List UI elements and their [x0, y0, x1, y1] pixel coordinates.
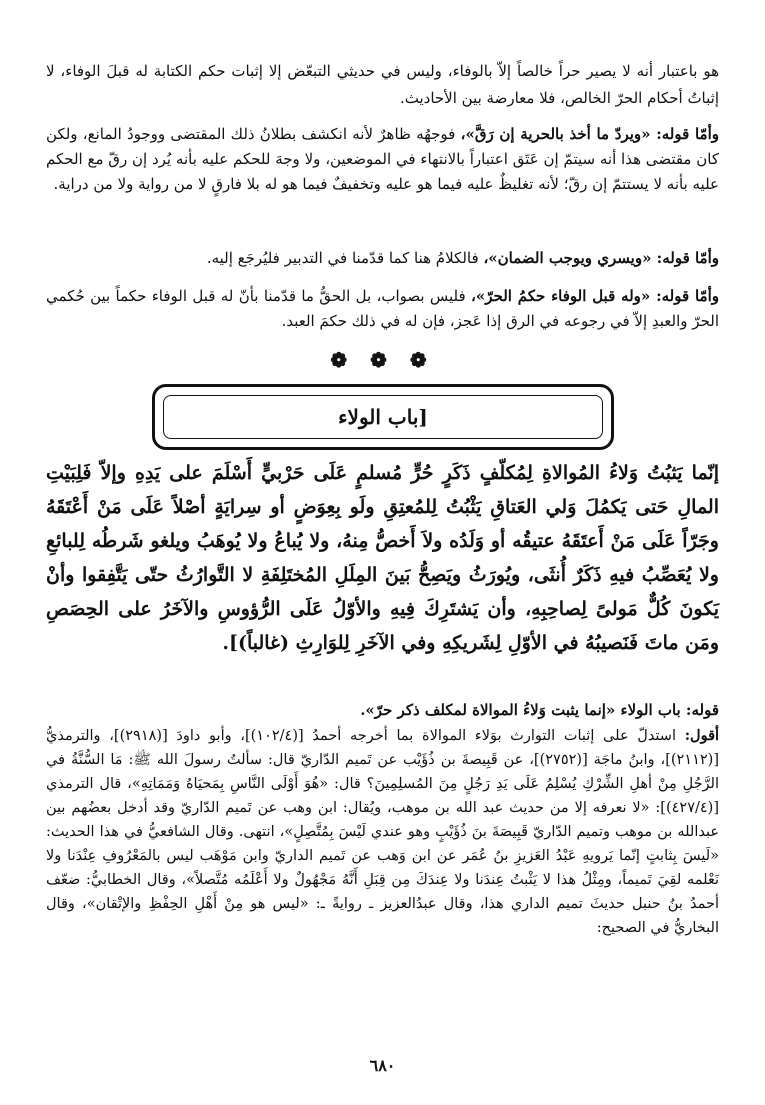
- paragraph-2-lead: وأمّا قوله: «ويردّ ما أخذ بالحرية إن رَقَّ»،: [460, 125, 719, 143]
- chapter-title: [باب الولاء: [163, 395, 603, 439]
- commentary-intro: [46, 698, 719, 722]
- paragraph-4-lead: وأمّا قوله: «وله قبل الوفاء حكمُ الحرّ»،: [471, 287, 719, 305]
- paragraph-3-rest: فالكلامُ هنا كما قدّمنا في التدبير فليُرجَع إليه.: [206, 249, 479, 267]
- paragraph-2: [46, 122, 719, 197]
- matn-text-block: [46, 456, 719, 660]
- paragraph-3-lead: وأمّا قوله: «ويسري ويوجب الضمان»،: [483, 249, 719, 267]
- paragraph-1-text: هو باعتبار أنه لا يصير حراً خالصاً إلاّ بالوفاء، وليس في حديثي التبعّض إلا إثبات حكم الكتابة له قبلَ الوفاء، لا إثباتُ أحكام الحرّ الخالص، فلا معارضة بين الأحاديث.: [46, 62, 719, 107]
- paragraph-2-rest: فوجهُه ظاهرٌ لأنه انكشف بطلانُ ذلك المقتضى ووجودُ المانع، ولكن كان مقتضى هذا أنه سيتمّ إن عَتَق اعتباراً بالانتهاء في الموضعين، ولا وجهَ للحكم عليه بأنه يُرد إن رقّ مع الحكم عليه بأنه لا يستتمّ إن رقّ؛ لأنه تغليظٌ عليه فيما هو عليه وتخفيفٌ فيما هو له بلا فارقٍ لا من رواية ولا من دراية.: [46, 125, 719, 193]
- section-separator: ❁ ❁ ❁: [330, 348, 435, 372]
- paragraph-4: [46, 284, 719, 334]
- matn-text: إنّما يَثبُتُ وَلاءُ المُوالاةِ لِمُكلّفٍ ذَكَرٍ حُرٍّ مُسلمٍ عَلَى حَرْبيٍّ أَسْلَمَ على يَدِهِ وإلاّ فَلِبَيْتِ المالِ حَتى يَكمُلَ وَلي العَتاقِ يَثْبُتُ لِلمُعتِقِ ولَو بِعِوَضٍ أو سِرايَةٍ أصْلاً عَلَى مَنْ أَعْتَقَهُ وجَرّاً عَلَى مَنْ أَعتَقَهُ عتيقُه أو وَلَدُه ولاَ أَخصُّ مِنهُ، ولا يُباعُ ولا يُوهَبُ ويلغو شَرطُه لِلبائعِ ولا يُعَصِّبُ فيهِ ذَكَرٌ أُنثَى، ويُورَثُ ويَصِحُّ بَينَ المِلَلِ المُختَلِفَةِ لا التَّوارُثُ حتّى يَتَّفِقوا وأنْ يَكونَ كُلٌّ مَولىً لِصاحِبِهِ، وأن يَشتَرِكَ فِيهِ والأوّلُ عَلَى الرُّؤوسِ والآخَرُ على الحِصَصِ ومَن ماتَ فَنَصيبُهُ في الأوّلِ لِشَريكِهِ وفي الآخَرِ لِلوَارِثِ (غالباً)].: [46, 462, 719, 654]
- commentary-body-lead: أقول:: [684, 727, 720, 744]
- commentary-body-text: استدلّ على إثبات التوارث بوَلاء الموالاة بما أخرجه أحمدُ [(١٠٢/٤)]، وأبو داودَ [(٢٩١٨)]، والترمذيُّ [(٢١١٢)]، وابنُ ماجَة [(٢٧٥٢)]، عن قَبِيصةَ بن ذُؤَيْب عن تَميم الدّاريّ قال: سألتُ رسولَ الله ﷺ: مَا السُّنَّةُ في الرَّجُلِ مِنْ أهلِ الشِّرْكِ يُسْلِمُ عَلَى يَدِ رَجُلٍ مِنَ المُسلِمِينَ؟ قال: «هُوَ أَوْلَى النَّاسِ بِمَحيَاهُ وَمَمَاتِهِ»، قال الترمذي [(٤٢٧/٤)]: «لا نعرفه إلا من حديث عبد الله بن موهب، ويُقال: ابن وهب عن تَميم الدّاريّ وقد أدخل بعضُهم بين عبدالله بن موهب وتميم الدّاريّ قَبِيصَةَ بنَ ذُؤَيْبٍ وهو عندي لَيْسَ بِمُتَّصِلٍ»، انتهى. وقال الشافعيُّ في هذا الحديث: «لَيسَ بِثابتٍ إنّما يَرويهِ عَبْدُ العَزيزِ بنُ عُمَر عن ابن وَهب عن تَميم الداريّ وابن مَوْهَب ليس بالمَعْرُوفِ عِنْدَنا ولا نَعْلمه لقِيَ تَميماً، ومِثْلُ هذا لا يَثْبتُ عِندَنا ولا عِندَكَ مِن قِبَلِ أَنَّهُ مَجْهُولٌ ولا أَعْلَمُه مُتَّصلاً»، وقال الخطابيُّ: ضعّف أحمدُ بنُ حنبل حديثَ تميم الداري هذا، وقال عبدُالعزيز ـ روايةً ـ: «ليس هو مِنْ أَهْلِ الحِفْظِ والإتْقان»، وقال البخاريُّ في الصحيح:: [46, 728, 719, 936]
- paragraph-3: [46, 246, 719, 271]
- page-number: ٦٨٠: [369, 1056, 396, 1075]
- commentary-intro-text: قوله: باب الولاء «إنما يثبت وَلاءُ الموالاة لمكلف ذكر حرّ».: [360, 701, 719, 719]
- paragraph-1: [46, 58, 719, 112]
- commentary-body: [46, 724, 719, 940]
- paragraph-4-rest: فليس بصواب، بل الحقُّ ما قدّمنا بأنّ له قبل الوفاء حكماً بين حُكمي الحرّ والعبدِ إلاّ في رجوعه في الرق إذا عَجز، فإن له في ذلك حكمَ العبد.: [46, 287, 719, 330]
- chapter-title-frame: [152, 384, 614, 450]
